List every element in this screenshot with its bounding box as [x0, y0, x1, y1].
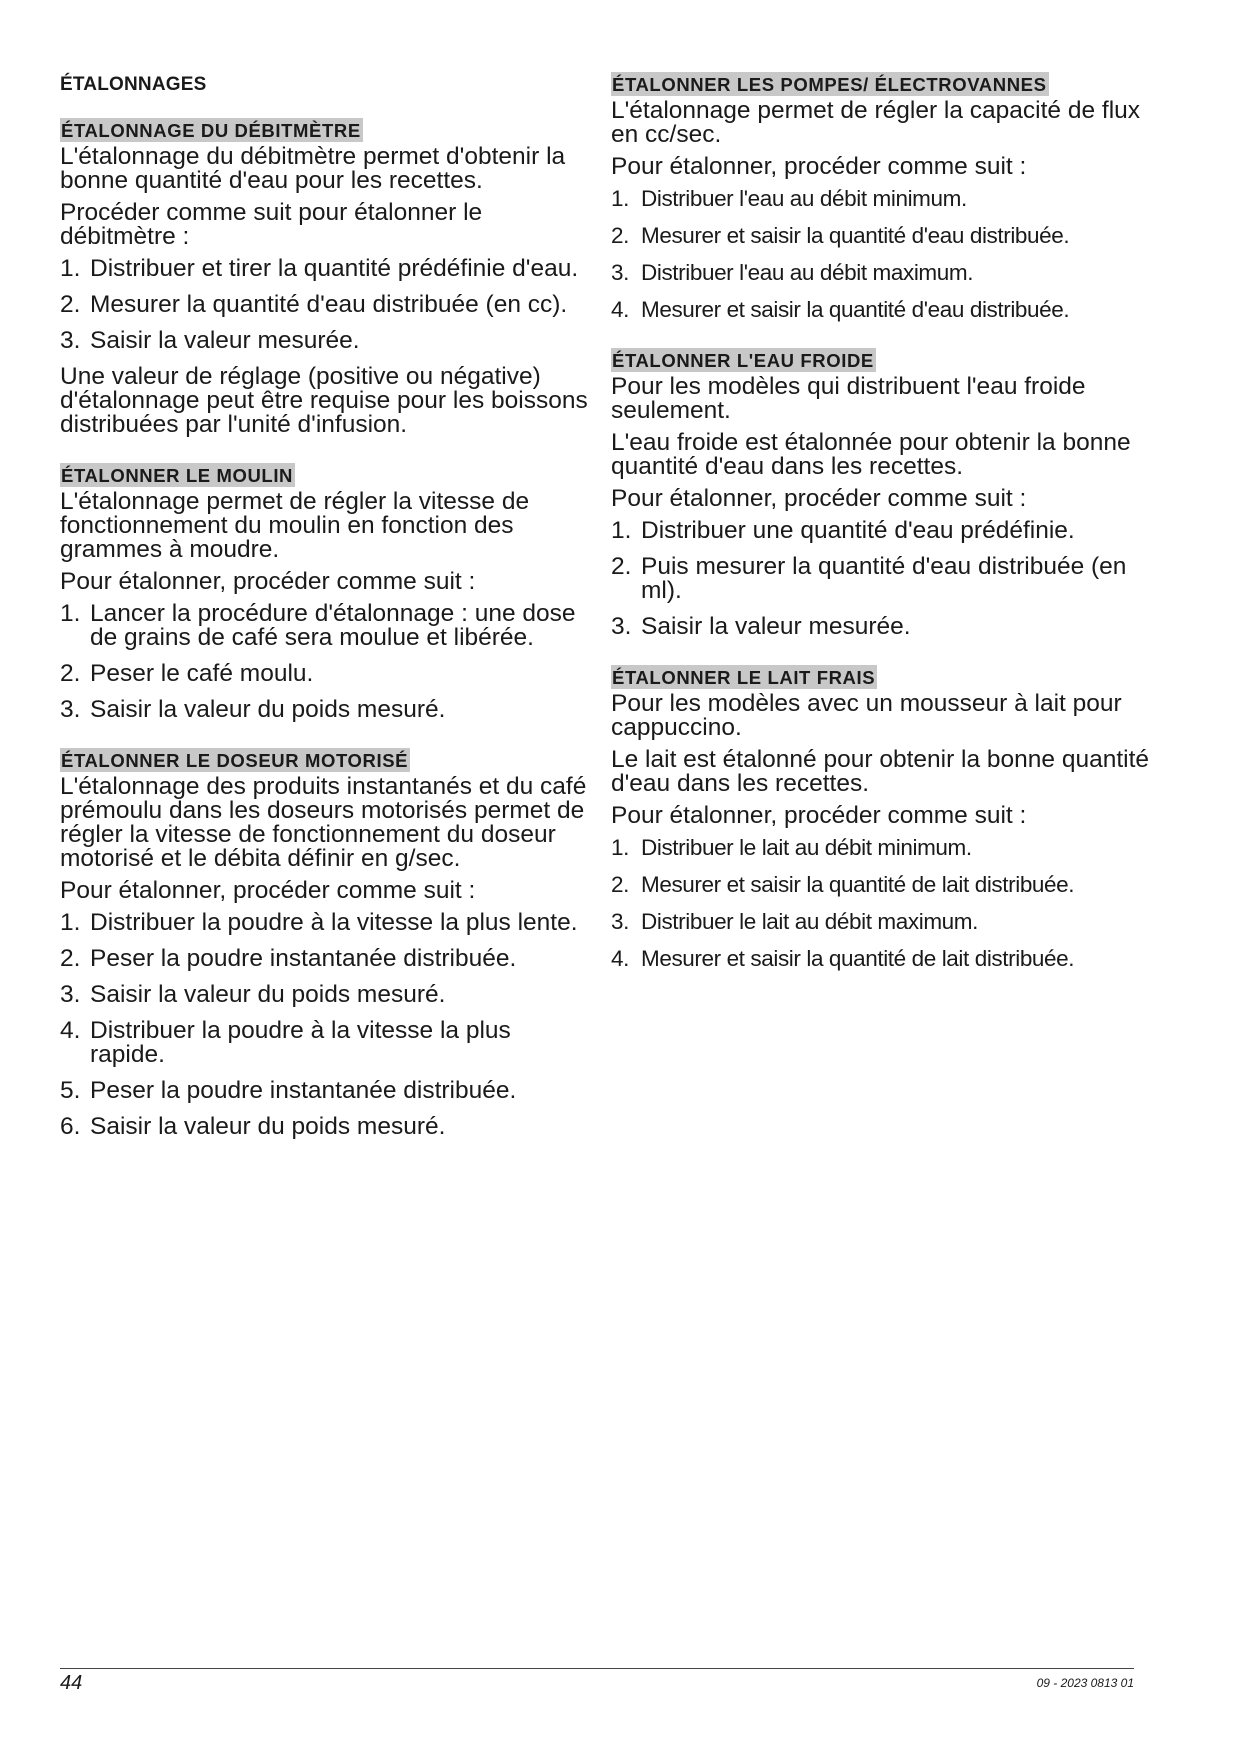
- section-motor-doser: [60, 748, 588, 1139]
- right-column: [611, 72, 1151, 997]
- paragraph: Pour étalonner, procéder comme suit :: [611, 485, 1027, 512]
- step-item: 1. Distribuer l'eau au débit minimum.: [611, 186, 967, 211]
- step-item: 2. Peser le café moulu.: [60, 660, 314, 687]
- step-item: 1. Distribuer le lait au débit minimum.: [611, 835, 972, 860]
- paragraph: L'étalonnage permet de régler la vitesse de fonctionnement du moulin en fonction des grammes à moudre.: [60, 488, 530, 563]
- step-item: 1. Lancer la procédure d'étalonnage : une dose de grains de café sera moulue et libérée.: [60, 600, 576, 651]
- paragraph: Procéder comme suit pour étalonner le débitmètre :: [60, 199, 483, 250]
- step-item: 1. Distribuer une quantité d'eau prédéfinie.: [611, 517, 1075, 544]
- step-item: 2. Mesurer et saisir la quantité d'eau distribuée.: [611, 223, 1070, 248]
- step-item: 2. Mesurer la quantité d'eau distribuée (en cc).: [60, 291, 568, 318]
- section-title: ÉTALONNER LE LAIT FRAIS: [612, 667, 876, 688]
- section-title: ÉTALONNAGE DU DÉBITMÈTRE: [61, 120, 361, 141]
- paragraph: L'étalonnage du débitmètre permet d'obtenir la bonne quantité d'eau pour les recettes.: [60, 143, 566, 194]
- steps-list: [60, 257, 588, 353]
- step-item: 6. Saisir la valeur du poids mesuré.: [60, 1113, 446, 1140]
- page-heading: ÉTALONNAGES: [60, 74, 207, 95]
- section-title: ÉTALONNER LES POMPES/ ÉLECTROVANNES: [612, 74, 1047, 95]
- section-grinder: [60, 463, 588, 722]
- section-pumps-valves: [611, 72, 1151, 322]
- paragraph: Pour étalonner, procéder comme suit :: [60, 568, 476, 595]
- steps-list: [611, 519, 1151, 639]
- paragraph: L'eau froide est étalonnée pour obtenir la bonne quantité d'eau dans les recettes.: [611, 429, 1131, 480]
- paragraph: L'étalonnage permet de régler la capacité de flux en cc/sec.: [611, 97, 1141, 148]
- paragraph: Pour étalonner, procéder comme suit :: [611, 153, 1027, 180]
- step-item: 3. Distribuer le lait au débit maximum.: [611, 909, 978, 934]
- steps-list: [60, 911, 588, 1139]
- steps-list: [611, 187, 1151, 322]
- step-item: 1. Distribuer la poudre à la vitesse la plus lente.: [60, 909, 578, 936]
- paragraph: Pour étalonner, procéder comme suit :: [60, 877, 476, 904]
- step-item: 3. Distribuer l'eau au débit maximum.: [611, 260, 974, 285]
- step-item: 3. Saisir la valeur mesurée.: [611, 613, 911, 640]
- page-number: 44: [60, 1672, 83, 1694]
- paragraph: Pour les modèles avec un mousseur à lait pour cappuccino.: [611, 690, 1122, 741]
- step-item: 4. Mesurer et saisir la quantité de lait distribuée.: [611, 946, 1075, 971]
- section-fresh-milk: [611, 665, 1151, 971]
- paragraph: Une valeur de réglage (positive ou négative) d'étalonnage peut être requise pour les boissons distribuées par l'unité d'infusion.: [60, 363, 588, 438]
- section-title: ÉTALONNER L'EAU FROIDE: [612, 350, 874, 371]
- step-item: 4. Distribuer la poudre à la vitesse la plus rapide.: [60, 1017, 511, 1068]
- paragraph: Pour étalonner, procéder comme suit :: [611, 802, 1027, 829]
- section-flowmeter: [60, 118, 588, 437]
- step-item: 2. Peser la poudre instantanée distribuée.: [60, 945, 517, 972]
- paragraph: Le lait est étalonné pour obtenir la bonne quantité d'eau dans les recettes.: [611, 746, 1150, 797]
- section-title: ÉTALONNER LE MOULIN: [61, 465, 294, 486]
- document-code: 09 - 2023 0813 01: [1036, 1676, 1134, 1690]
- steps-list: [611, 836, 1151, 971]
- section-title: ÉTALONNER LE DOSEUR MOTORISÉ: [61, 750, 409, 771]
- step-item: 3. Saisir la valeur mesurée.: [60, 327, 360, 354]
- step-item: 1. Distribuer et tirer la quantité prédéfinie d'eau.: [60, 255, 579, 282]
- footer-divider: [60, 1668, 1134, 1669]
- paragraph: L'étalonnage des produits instantanés et du café prémoulu dans les doseurs motorisés permet de régler la vitesse de fonctionnement du doseur motorisé et le débita définir en g/sec.: [60, 773, 587, 872]
- step-item: 3. Saisir la valeur du poids mesuré.: [60, 981, 446, 1008]
- section-cold-water: [611, 348, 1151, 639]
- steps-list: [60, 602, 588, 722]
- step-item: 3. Saisir la valeur du poids mesuré.: [60, 696, 446, 723]
- paragraph: Pour les modèles qui distribuent l'eau froide seulement.: [611, 373, 1086, 424]
- step-item: 2. Puis mesurer la quantité d'eau distribuée (en ml).: [611, 553, 1127, 604]
- step-item: 2. Mesurer et saisir la quantité de lait distribuée.: [611, 872, 1075, 897]
- step-item: 5. Peser la poudre instantanée distribuée.: [60, 1077, 517, 1104]
- step-item: 4. Mesurer et saisir la quantité d'eau distribuée.: [611, 297, 1070, 322]
- left-column: [60, 118, 588, 1165]
